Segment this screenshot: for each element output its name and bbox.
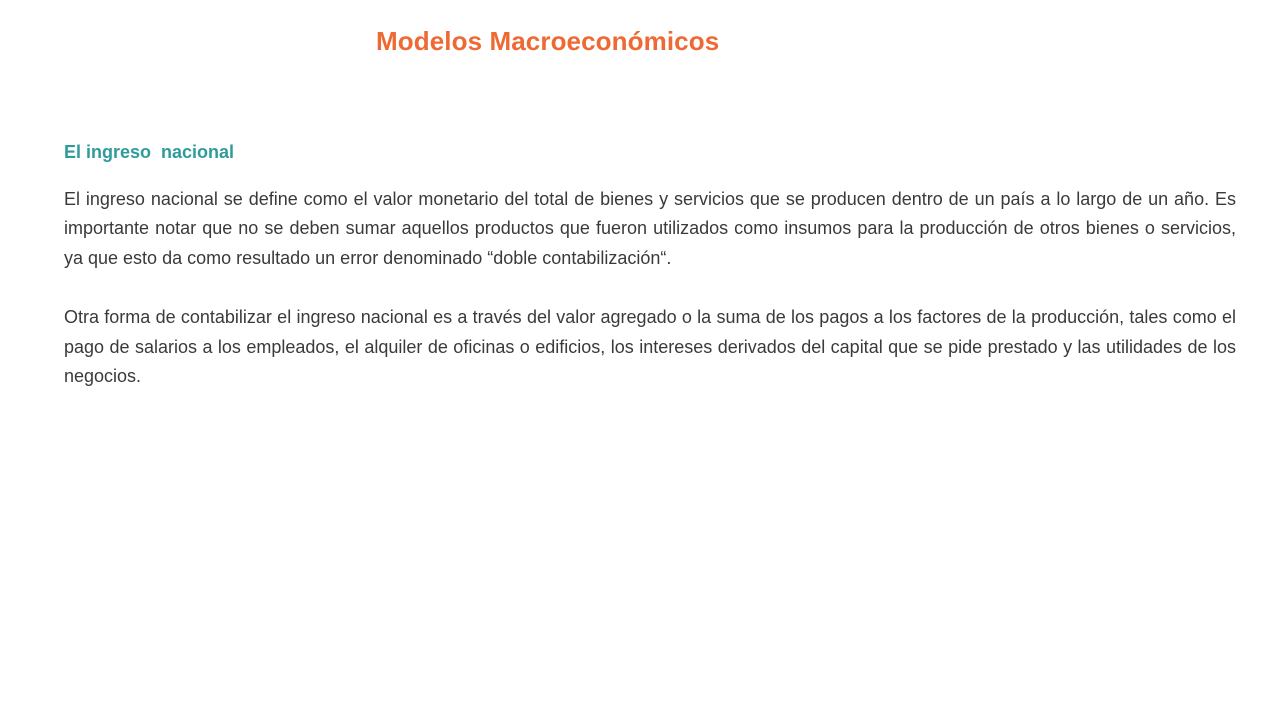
slide-title: Modelos Macroeconómicos (376, 26, 720, 56)
section-heading: El ingreso nacional (64, 142, 235, 162)
paragraph-definition: El ingreso nacional se define como el valor monetario del total de bienes y servicios que se producen dentro de un país a lo largo de un año. Es importante notar que no se deben sumar aquellos productos que fueron utilizados como insumos para la producción de otros bienes o servicios, ya que esto da como resultado un error denominado “doble contabilización“. (64, 188, 1236, 268)
paragraph-value-added: Otra forma de contabilizar el ingreso nacional es a través del valor agregado o la suma de los pagos a los factores de la producción, tales como el pago de salarios a los empleados, el alquiler de oficinas o edificios, los intereses derivados del capital que se pide prestado y las utilidades de los negocios. (64, 307, 1236, 386)
slide-body (64, 138, 1236, 422)
